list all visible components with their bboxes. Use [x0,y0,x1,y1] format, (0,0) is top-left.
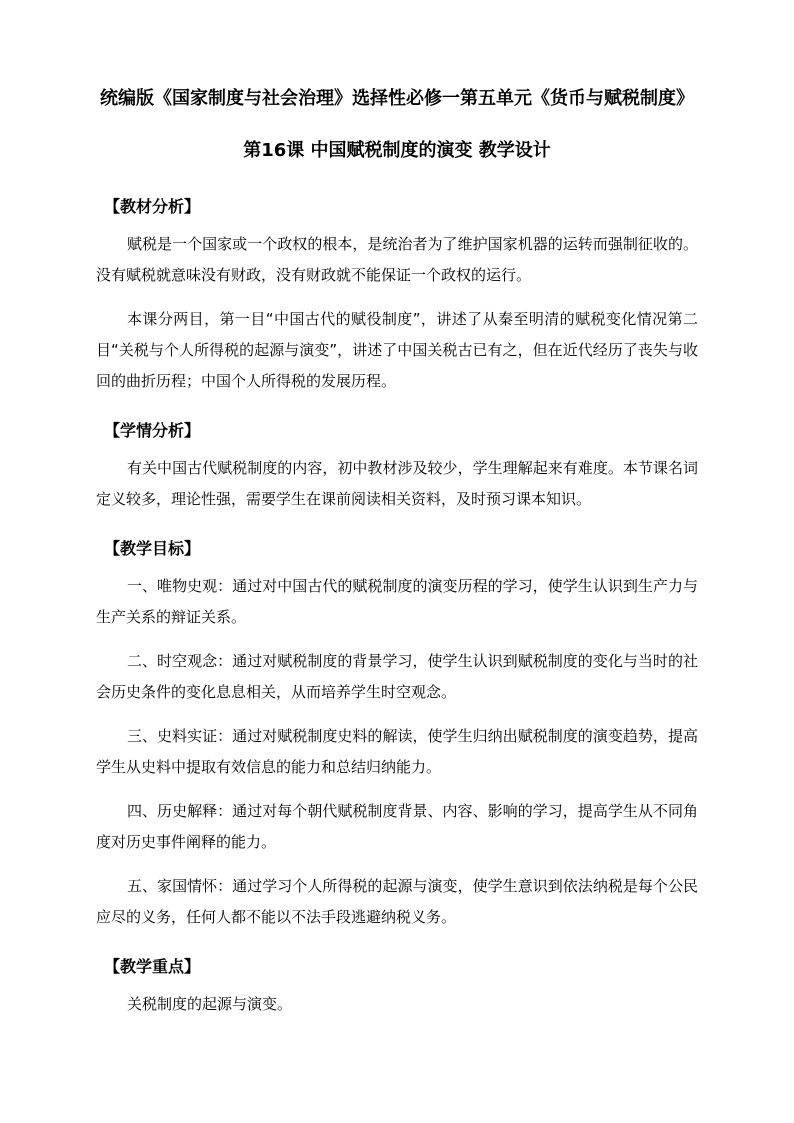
paragraph: 关税制度的起源与演变。 [127,995,293,1013]
section-heading: 【教材分析】 [104,197,201,216]
objective-paragraph: 二、时空观念：通过对赋税制度的背景学习，使学生认识到赋税制度的变化与当时的社会历史条件的变化息息相关，从而培养学生时空观念。 [96,652,698,701]
document-title-line-2: 第16课 中国赋税制度的演变 教学设计 [243,140,551,161]
section-heading: 【教学重点】 [104,957,201,976]
section-textbook-analysis [96,195,698,397]
section-heading: 【教学目标】 [104,539,201,558]
objective-paragraph: 一、唯物史观：通过对中国古代的赋税制度的演变历程的学习，使学生认识到生产力与生产关系的辩证关系。 [96,577,698,626]
section-teaching-focus [96,955,698,1020]
paragraph: 本课分两目，第一目“中国古代的赋役制度”，讲述了从秦至明清的赋税变化情况第二目“关税与个人所得税的起源与演变”，讲述了中国关税古已有之，但在近代经历了丧失与收回的曲折历程；中国个人所得税的发展历程。 [96,310,698,390]
document-title-line-1: 统编版《国家制度与社会治理》选择性必修一第五单元《货币与赋税制度》 [100,88,694,109]
objective-paragraph: 三、史料实证：通过对赋税制度史料的解读，使学生归纳出赋税制度的演变趋势，提高学生从史料中提取有效信息的能力和总结归纳能力。 [96,727,698,776]
objective-paragraph: 四、历史解释：通过对每个朝代赋税制度背景、内容、影响的学习，提高学生从不同角度对历史事件阐释的能力。 [96,802,698,851]
section-student-analysis [96,419,698,515]
section-teaching-objectives [96,537,698,933]
section-heading: 【学情分析】 [104,421,201,440]
objective-paragraph: 五、家国情怀：通过学习个人所得税的起源与演变，使学生意识到依法纳税是每个公民应尽的义务，任何人都不能以不法手段逃避纳税义务。 [96,877,698,926]
paragraph: 赋税是一个国家或一个政权的根本，是统治者为了维护国家机器的运转而强制征收的。没有赋税就意味没有财政，没有财政就不能保证一个政权的运行。 [96,235,698,284]
paragraph: 有关中国古代赋税制度的内容，初中教材涉及较少，学生理解起来有难度。本节课名词定义较多，理论性强，需要学生在课前阅读相关资料，及时预习课本知识。 [96,459,698,508]
